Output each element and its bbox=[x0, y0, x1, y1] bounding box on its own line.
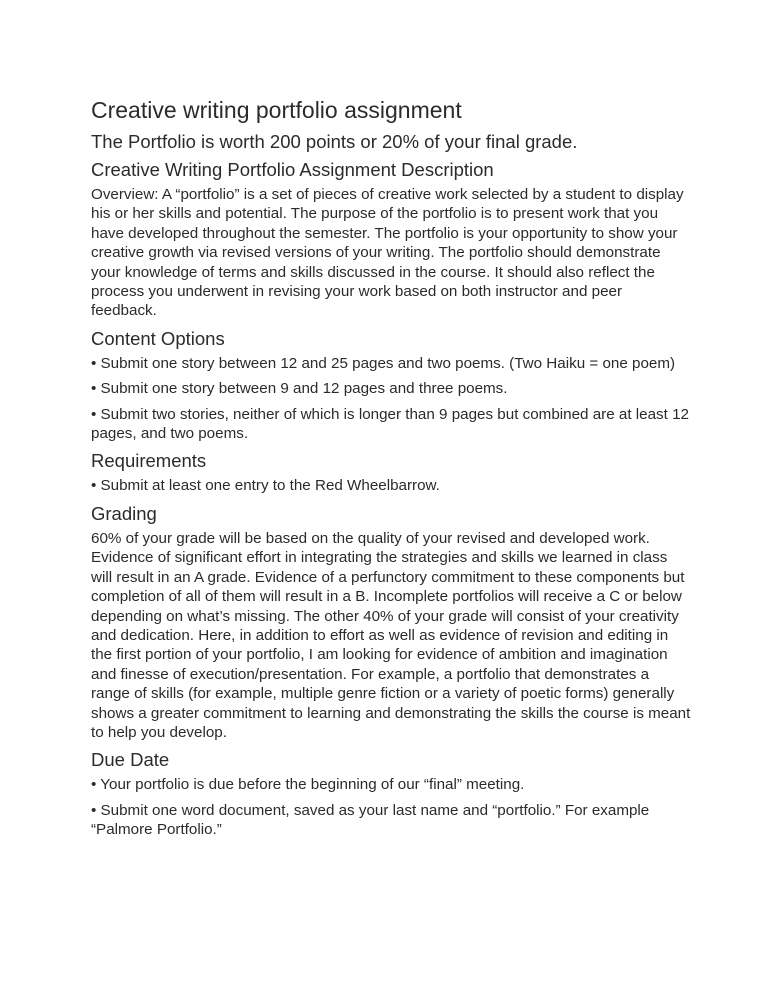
due-date-heading: Due Date bbox=[91, 749, 170, 771]
grading-paragraph: 60% of your grade will be based on the quality of your revised and developed work. Evidence of significant effort in integrating the strategies and skills we learned in class will result in an A grade. Evidence of a perfunctory commitment to these components but completion of all of them will result in a B. Incomplete portfolios will receive a C or below depending on what’s missing. The other 40% of your grade will consist of your creativity and dedication. Here, in addition to effort as well as evidence of revision and editing in the first portion of your portfolio, I am looking for evidence of ambition and imagination and finesse of execution/presentation. For example, a portfolio that demonstrates a range of skills (for example, multiple genre fiction or a variety of poetic forms) generally shows a greater commitment to learning and demonstrating the skills the course is meant to help you develop. bbox=[91, 529, 691, 741]
overview-paragraph: Overview: A “portfolio” is a set of pieces of creative work selected by a student to display his or her skills and potential. The purpose of the portfolio is to present work that you have developed throughout the semester. The portfolio is your opportunity to show your creative growth via revised versions of your writing. The portfolio should demonstrate your knowledge of terms and skills discussed in the course. It should also reflect the process you underwent in revising your work based on both instructor and peer feedback. bbox=[91, 186, 684, 320]
document-page bbox=[91, 96, 691, 846]
content-option-item: • Submit two stories, neither of which is longer than 9 pages but combined are at least 12 pages, and two poems. bbox=[91, 405, 689, 443]
content-option-item: • Submit one story between 9 and 12 pages and three poems. bbox=[91, 380, 508, 398]
requirement-item: • Submit at least one entry to the Red Wheelbarrow. bbox=[91, 477, 440, 495]
due-date-item: • Your portfolio is due before the beginning of our “final” meeting. bbox=[91, 776, 525, 794]
document-title: Creative writing portfolio assignment bbox=[91, 97, 462, 123]
due-date-item: • Submit one word document, saved as your last name and “portfolio.” For example “Palmore Portfolio.” bbox=[91, 801, 650, 839]
requirements-heading: Requirements bbox=[91, 450, 207, 472]
grading-heading: Grading bbox=[91, 502, 157, 524]
grade-weight-statement: The Portfolio is worth 200 points or 20% of your final grade. bbox=[91, 131, 578, 152]
description-heading: Creative Writing Portfolio Assignment Description bbox=[91, 159, 494, 180]
content-options-heading: Content Options bbox=[91, 327, 225, 349]
content-option-item: • Submit one story between 12 and 25 pages and two poems. (Two Haiku = one poem) bbox=[91, 354, 676, 372]
